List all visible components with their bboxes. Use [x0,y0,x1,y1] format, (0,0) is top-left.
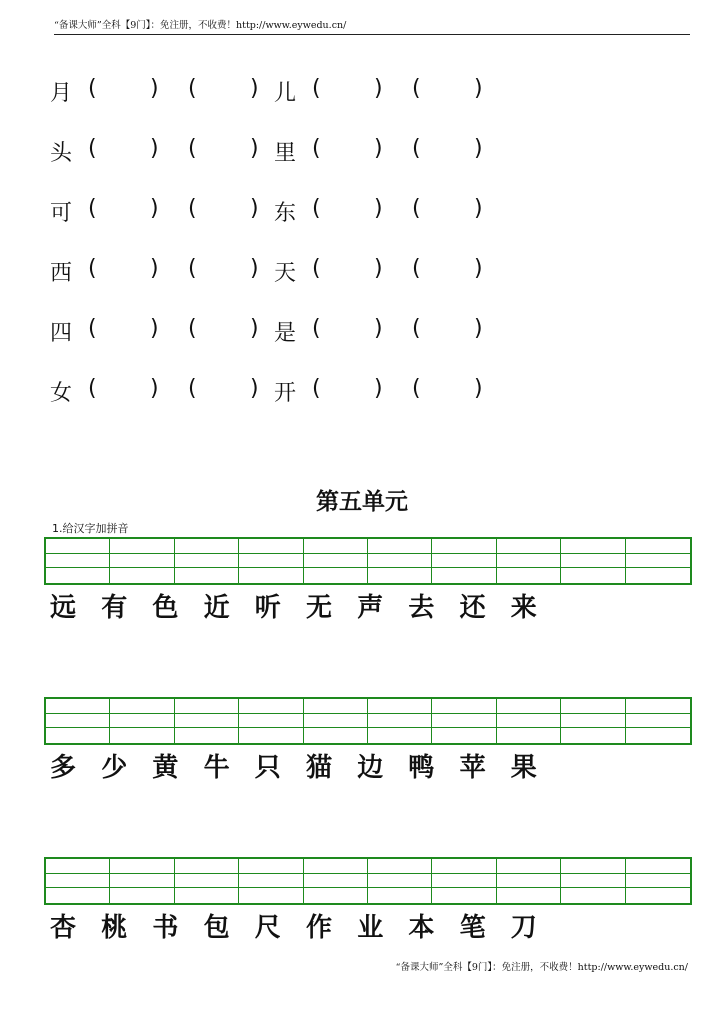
pinyin-line [497,859,560,874]
pinyin-line [432,568,495,583]
pinyin-cell[interactable] [368,539,432,583]
close-paren: ) [374,196,383,221]
pinyin-cell[interactable] [561,859,625,903]
pinyin-line [110,554,173,569]
instruction: 1.给汉字加拼音 [52,522,129,535]
pinyin-grid [44,857,692,905]
row-char: 开 [274,381,297,406]
open-paren: ( [312,256,321,281]
pinyin-line [497,714,560,729]
open-paren: ( [412,376,421,401]
hanzi-char: 尺 [254,913,281,943]
pinyin-line [239,888,302,903]
open-paren: ( [412,256,421,281]
pinyin-cell[interactable] [432,859,496,903]
pinyin-line [46,728,109,743]
row-char: 月 [50,81,73,106]
hanzi-char: 苹 [459,753,486,783]
open-paren: ( [312,376,321,401]
close-paren: ) [374,256,383,281]
pinyin-line [561,539,624,554]
open-paren: ( [188,376,197,401]
pinyin-line [368,568,431,583]
close-paren: ) [250,196,259,221]
close-paren: ) [374,316,383,341]
pinyin-cell[interactable] [432,539,496,583]
hanzi-char: 业 [357,913,384,943]
hanzi-char: 无 [306,593,333,623]
pinyin-line [46,699,109,714]
pinyin-line [239,714,302,729]
pinyin-line [110,539,173,554]
hanzi-char: 近 [203,593,230,623]
pinyin-line [175,554,238,569]
pinyin-cell[interactable] [46,699,110,743]
pinyin-line [110,728,173,743]
hanzi-char: 作 [306,913,333,943]
pinyin-cell[interactable] [175,699,239,743]
pinyin-cell[interactable] [497,859,561,903]
pinyin-line [175,874,238,889]
open-paren: ( [412,76,421,101]
hanzi-char: 来 [510,593,537,623]
pinyin-line [561,859,624,874]
close-paren: ) [374,136,383,161]
pinyin-line [175,714,238,729]
pinyin-line [561,728,624,743]
pinyin-cell[interactable] [561,699,625,743]
pinyin-line [626,568,690,583]
pinyin-cell[interactable] [239,859,303,903]
hanzi-char: 牛 [203,753,230,783]
pinyin-line [175,539,238,554]
pinyin-line [110,859,173,874]
pinyin-line [497,699,560,714]
pinyin-line [239,859,302,874]
pinyin-line [626,728,690,743]
pinyin-line [239,568,302,583]
pinyin-cell[interactable] [368,699,432,743]
pinyin-line [110,568,173,583]
pinyin-cell[interactable] [626,699,690,743]
pinyin-cell[interactable] [304,539,368,583]
pinyin-line [432,888,495,903]
hanzi-char: 猫 [306,753,333,783]
pinyin-line [368,874,431,889]
row-char: 四 [50,321,73,346]
pinyin-cell[interactable] [46,859,110,903]
open-paren: ( [312,136,321,161]
pinyin-line [561,888,624,903]
pinyin-line [497,874,560,889]
pinyin-line [239,539,302,554]
open-paren: ( [188,136,197,161]
row-char: 头 [50,141,73,166]
hanzi-char: 声 [357,593,384,623]
pinyin-cell[interactable] [497,539,561,583]
pinyin-cell[interactable] [304,859,368,903]
open-paren: ( [88,136,97,161]
row-char: 儿 [274,81,297,106]
hanzi-char: 少 [101,753,128,783]
pinyin-cell[interactable] [175,859,239,903]
pinyin-line [368,888,431,903]
pinyin-line [175,888,238,903]
close-paren: ) [474,256,483,281]
pinyin-line [304,728,367,743]
pinyin-line [497,728,560,743]
pinyin-line [497,554,560,569]
pinyin-line [175,568,238,583]
pinyin-line [561,714,624,729]
pinyin-cell[interactable] [626,859,690,903]
open-paren: ( [88,76,97,101]
pinyin-line [110,714,173,729]
hanzi-char: 去 [408,593,435,623]
pinyin-line [368,539,431,554]
pinyin-cell[interactable] [110,859,174,903]
pinyin-line [497,539,560,554]
hanzi-char: 黄 [152,753,179,783]
pinyin-line [561,568,624,583]
pinyin-cell[interactable] [175,539,239,583]
row-char: 里 [274,141,297,166]
row-char: 可 [50,201,73,226]
pinyin-line [497,568,560,583]
hanzi-char: 听 [254,593,281,623]
pinyin-line [304,714,367,729]
close-paren: ) [250,316,259,341]
close-paren: ) [374,376,383,401]
pinyin-line [304,859,367,874]
hanzi-char: 只 [254,753,281,783]
hanzi-char: 刀 [510,913,537,943]
hanzi-char: 桃 [101,913,128,943]
pinyin-line [626,699,690,714]
close-paren: ) [150,316,159,341]
pinyin-line [304,888,367,903]
close-paren: ) [474,76,483,101]
pinyin-line [46,539,109,554]
hanzi-char: 远 [50,593,77,623]
close-paren: ) [250,256,259,281]
pinyin-line [304,539,367,554]
pinyin-line [432,874,495,889]
close-paren: ) [474,316,483,341]
pinyin-line [626,554,690,569]
pinyin-line [46,859,109,874]
pinyin-cell[interactable] [239,699,303,743]
pinyin-grid [44,697,692,745]
pinyin-line [239,728,302,743]
hanzi-char: 包 [203,913,230,943]
close-paren: ) [250,76,259,101]
row-char: 天 [274,261,297,286]
close-paren: ) [474,136,483,161]
open-paren: ( [188,256,197,281]
row-char: 女 [50,381,73,406]
pinyin-line [46,554,109,569]
pinyin-line [626,859,690,874]
hanzi-char: 书 [152,913,179,943]
open-paren: ( [412,316,421,341]
row-char: 西 [50,261,73,286]
hanzi-char: 杏 [50,913,77,943]
pinyin-line [46,888,109,903]
close-paren: ) [150,136,159,161]
unit-title: 第五单元 [316,489,408,515]
open-paren: ( [88,316,97,341]
pinyin-grid [44,537,692,585]
hanzi-char: 鸭 [408,753,435,783]
open-paren: ( [88,196,97,221]
hanzi-char: 还 [459,593,486,623]
pinyin-line [110,888,173,903]
pinyin-line [626,714,690,729]
open-paren: ( [88,256,97,281]
pinyin-cell[interactable] [46,539,110,583]
close-paren: ) [150,376,159,401]
pinyin-cell[interactable] [368,859,432,903]
open-paren: ( [188,316,197,341]
pinyin-cell[interactable] [239,539,303,583]
page-header: “备课大师”全科【9门】：免注册，不收费！http://www.eywedu.cn/ [54,20,690,35]
open-paren: ( [188,76,197,101]
page-footer: “备课大师”全科【9门】：免注册，不收费！http://www.eywedu.cn/ [395,962,688,973]
pinyin-line [432,554,495,569]
open-paren: ( [188,196,197,221]
pinyin-line [561,554,624,569]
open-paren: ( [412,136,421,161]
pinyin-cell[interactable] [432,699,496,743]
open-paren: ( [412,196,421,221]
pinyin-cell[interactable] [561,539,625,583]
close-paren: ) [150,256,159,281]
pinyin-line [561,874,624,889]
pinyin-line [626,888,690,903]
pinyin-line [304,874,367,889]
close-paren: ) [374,76,383,101]
open-paren: ( [312,76,321,101]
pinyin-cell[interactable] [110,699,174,743]
row-char: 是 [274,321,297,346]
pinyin-line [46,874,109,889]
pinyin-line [239,874,302,889]
pinyin-line [304,568,367,583]
hanzi-char: 有 [101,593,128,623]
pinyin-line [239,699,302,714]
open-paren: ( [312,196,321,221]
row-char: 东 [274,201,297,226]
pinyin-line [626,539,690,554]
pinyin-line [175,728,238,743]
open-paren: ( [312,316,321,341]
pinyin-cell[interactable] [626,539,690,583]
pinyin-line [304,699,367,714]
pinyin-line [110,699,173,714]
pinyin-cell[interactable] [497,699,561,743]
pinyin-line [368,859,431,874]
hanzi-char: 本 [408,913,435,943]
hanzi-char: 色 [152,593,179,623]
close-paren: ) [250,376,259,401]
pinyin-line [46,714,109,729]
close-paren: ) [250,136,259,161]
pinyin-line [432,728,495,743]
pinyin-line [432,859,495,874]
close-paren: ) [150,196,159,221]
close-paren: ) [474,196,483,221]
pinyin-line [239,554,302,569]
pinyin-line [497,888,560,903]
pinyin-line [561,699,624,714]
pinyin-line [46,568,109,583]
pinyin-cell[interactable] [110,539,174,583]
pinyin-line [110,874,173,889]
pinyin-line [368,554,431,569]
pinyin-line [368,699,431,714]
open-paren: ( [88,376,97,401]
pinyin-line [626,874,690,889]
pinyin-line [432,714,495,729]
hanzi-char: 多 [50,753,77,783]
pinyin-line [432,699,495,714]
pinyin-line [368,714,431,729]
close-paren: ) [150,76,159,101]
hanzi-char: 果 [510,753,537,783]
close-paren: ) [474,376,483,401]
pinyin-line [175,859,238,874]
pinyin-line [432,539,495,554]
pinyin-line [175,699,238,714]
pinyin-line [304,554,367,569]
hanzi-char: 边 [357,753,384,783]
pinyin-cell[interactable] [304,699,368,743]
pinyin-line [368,728,431,743]
hanzi-char: 笔 [459,913,486,943]
